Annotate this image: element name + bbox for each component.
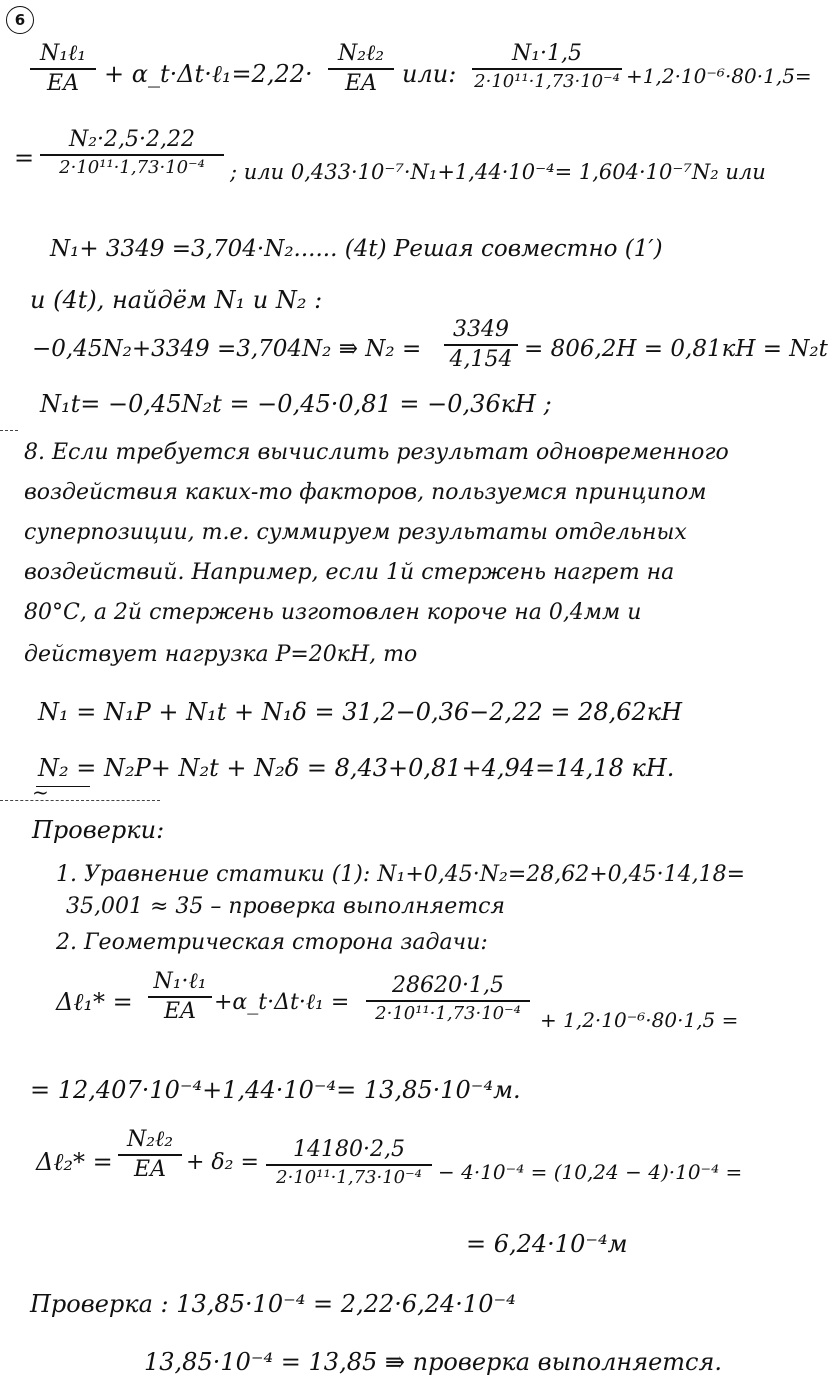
fraction-n2l2-ea xyxy=(328,42,394,96)
equation-solve-n2: −0,45N₂+3349 =3,704N₂ ⇛ N₂ = xyxy=(32,336,422,362)
verification-result: 13,85·10⁻⁴ = 13,85 ⇛ проверка выполняется. xyxy=(144,1348,723,1376)
fraction-numerator: 3349 xyxy=(453,317,509,342)
equation-n1t: N₁t= −0,45N₂t = −0,45·0,81 = −0,36кН ; xyxy=(40,390,552,418)
fraction-n2l2-ea-check xyxy=(118,1128,182,1182)
delta-l1-result: = 12,407·10⁻⁴+1,44·10⁻⁴= 13,85·10⁻⁴м. xyxy=(30,1076,521,1104)
equation-tail: +1,2·10⁻⁶·80·1,5= xyxy=(626,64,812,88)
fraction-denominator: 2·10¹¹·1,73·10⁻⁴ xyxy=(276,1167,422,1189)
paragraph-line: воздействий. Например, если 1й стержень нагрет на xyxy=(24,560,675,585)
equation-simplified: ; или 0,433·10⁻⁷·N₁+1,44·10⁻⁴= 1,604·10⁻⁷N₂ или xyxy=(230,160,766,184)
fraction-denominator: 2·10¹¹·1,73·10⁻⁴ xyxy=(375,1003,521,1025)
delta-l1-thermal: +α_t·Δt·ℓ₁ = xyxy=(214,990,350,1015)
equation-n2-total: N₂ = N₂P+ N₂t + N₂δ = 8,43+0,81+4,94=14,18 кН. xyxy=(38,754,675,782)
fraction-denominator: EA xyxy=(47,71,79,97)
check-1-result: 35,001 ≈ 35 – проверка выполняется xyxy=(66,894,506,919)
fraction-denominator: 2·10¹¹·1,73·10⁻⁴ xyxy=(59,157,205,179)
fraction-n1l1-ea xyxy=(30,42,96,96)
checks-title: Проверки: xyxy=(32,816,165,844)
check-2-geometry: 2. Геометрическая сторона задачи: xyxy=(56,930,488,955)
delta-l2-result: = 6,24·10⁻⁴м xyxy=(466,1230,628,1258)
check-1-statics: 1. Уравнение статики (1): N₁+0,45·N₂=28,62+0,45·14,18= xyxy=(56,862,746,887)
equation-4t: N₁+ 3349 =3,704·N₂...... (4t) Решая совместно (1′) xyxy=(50,236,663,262)
margin-dash xyxy=(0,430,18,431)
page-number-badge: 6 xyxy=(6,6,34,34)
paragraph-line: 80°С, а 2й стержень изготовлен короче на 0,4мм и xyxy=(24,600,642,625)
underline-squiggle: ~ xyxy=(32,780,49,804)
delta-l1-tail: + 1,2·10⁻⁶·80·1,5 = xyxy=(540,1008,739,1032)
equals-sign: = xyxy=(14,144,35,172)
fraction-numerator: N₁ℓ₁ xyxy=(39,41,87,66)
fraction-numerator: 28620·1,5 xyxy=(392,973,504,998)
verification-line: Проверка : 13,85·10⁻⁴ = 2,22·6,24·10⁻⁴ xyxy=(30,1290,516,1318)
fraction-n1-numeric xyxy=(472,42,622,92)
equation-n1-total: N₁ = N₁P + N₁t + N₁δ = 31,2−0,36−2,22 = 28,62кН xyxy=(38,698,683,726)
delta-l1-label: Δℓ₁* = xyxy=(56,988,133,1016)
fraction-14180 xyxy=(266,1138,432,1188)
word-ili: или: xyxy=(402,60,457,88)
fraction-n2-numeric xyxy=(40,128,224,178)
fraction-denominator: EA xyxy=(345,71,377,97)
separator-dash xyxy=(0,800,160,801)
equation-n2-result: = 806,2H = 0,81кН = N₂t xyxy=(524,336,828,362)
fraction-denominator: 4,154 xyxy=(449,347,513,373)
text-find-n1-n2: и (4t), найдём N₁ и N₂ : xyxy=(30,286,323,314)
fraction-numerator: N₂ℓ₂ xyxy=(337,41,385,66)
fraction-numerator: 14180·2,5 xyxy=(293,1137,405,1162)
fraction-numerator: N₂·2,5·2,22 xyxy=(68,127,196,152)
fraction-numerator: N₁·1,5 xyxy=(511,41,583,66)
delta-l2-tail: − 4·10⁻⁴ = (10,24 − 4)·10⁻⁴ = xyxy=(438,1160,743,1184)
delta-l2-delta: + δ₂ = xyxy=(186,1150,259,1175)
fraction-numerator: N₂ℓ₂ xyxy=(126,1127,174,1152)
paragraph-line: 8. Если требуется вычислить результат одновременного xyxy=(24,440,729,465)
fraction-28620 xyxy=(366,974,530,1024)
fraction-numerator: N₁·ℓ₁ xyxy=(153,969,207,994)
fraction-denominator: 2·10¹¹·1,73·10⁻⁴ xyxy=(474,71,620,93)
paragraph-line: действует нагрузка P=20кН, то xyxy=(24,642,418,667)
paragraph-line: суперпозиции, т.е. суммируем результаты отдельных xyxy=(24,520,687,545)
fraction-denominator: EA xyxy=(164,999,196,1025)
equation-thermal-term: + α_t·Δt·ℓ₁=2,22· xyxy=(104,60,313,88)
delta-l2-label: Δℓ₂* = xyxy=(36,1148,113,1176)
paragraph-line: воздействия каких-то факторов, пользуемся принципом xyxy=(24,480,707,505)
fraction-n1l1-ea-check xyxy=(148,970,212,1024)
fraction-3349-4154 xyxy=(444,318,518,372)
fraction-denominator: EA xyxy=(134,1157,166,1183)
